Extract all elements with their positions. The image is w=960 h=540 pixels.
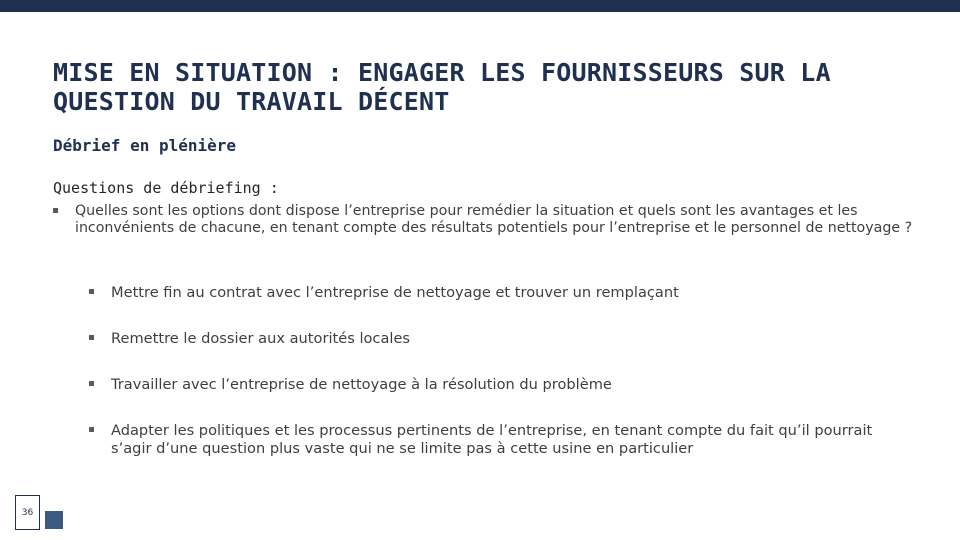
slide-subtitle: Débrief en plénière	[53, 136, 237, 155]
list-item-text: Mettre fin au contrat avec l’entreprise de nettoyage et trouver un remplaçant	[111, 284, 679, 301]
bullet-square-icon	[89, 427, 94, 432]
decorative-square	[45, 511, 63, 529]
bullet-square-icon	[89, 289, 94, 294]
list-item	[53, 203, 923, 237]
slide-title: MISE EN SITUATION : ENGAGER LES FOURNISSEURS SUR LA QUESTION DU TRAVAIL DÉCENT	[53, 58, 831, 116]
page-number-box	[15, 495, 40, 530]
list-item-text: Quelles sont les options dont dispose l’entreprise pour remédier la situation et quels sont les avantages et les inconvénients de chacune, en tenant compte des résultats potentiels pour l’entreprise et le personnel de nettoyage ?	[75, 203, 913, 236]
bullet-square-icon	[89, 335, 94, 340]
list-item	[89, 284, 909, 302]
page-number: 36	[21, 508, 34, 518]
list-item-text: Adapter les politiques et les processus pertinents de l’entreprise, en tenant compte du fait qu’il pourrait s’agir d’une question plus vaste qui ne se limite pas à cette usine en particulier	[111, 422, 873, 457]
sub-bullet-list	[89, 284, 909, 486]
main-bullet-list	[53, 203, 923, 237]
list-item-text: Remettre le dossier aux autorités locales	[111, 330, 411, 347]
questions-heading: Questions de débriefing :	[53, 179, 279, 197]
list-item	[89, 422, 909, 458]
list-item-text: Travailler avec l’entreprise de nettoyage à la résolution du problème	[111, 376, 612, 393]
top-accent-bar	[0, 0, 960, 12]
bullet-square-icon	[89, 381, 94, 386]
bullet-square-icon	[53, 208, 58, 213]
list-item	[89, 376, 909, 394]
list-item	[89, 330, 909, 348]
